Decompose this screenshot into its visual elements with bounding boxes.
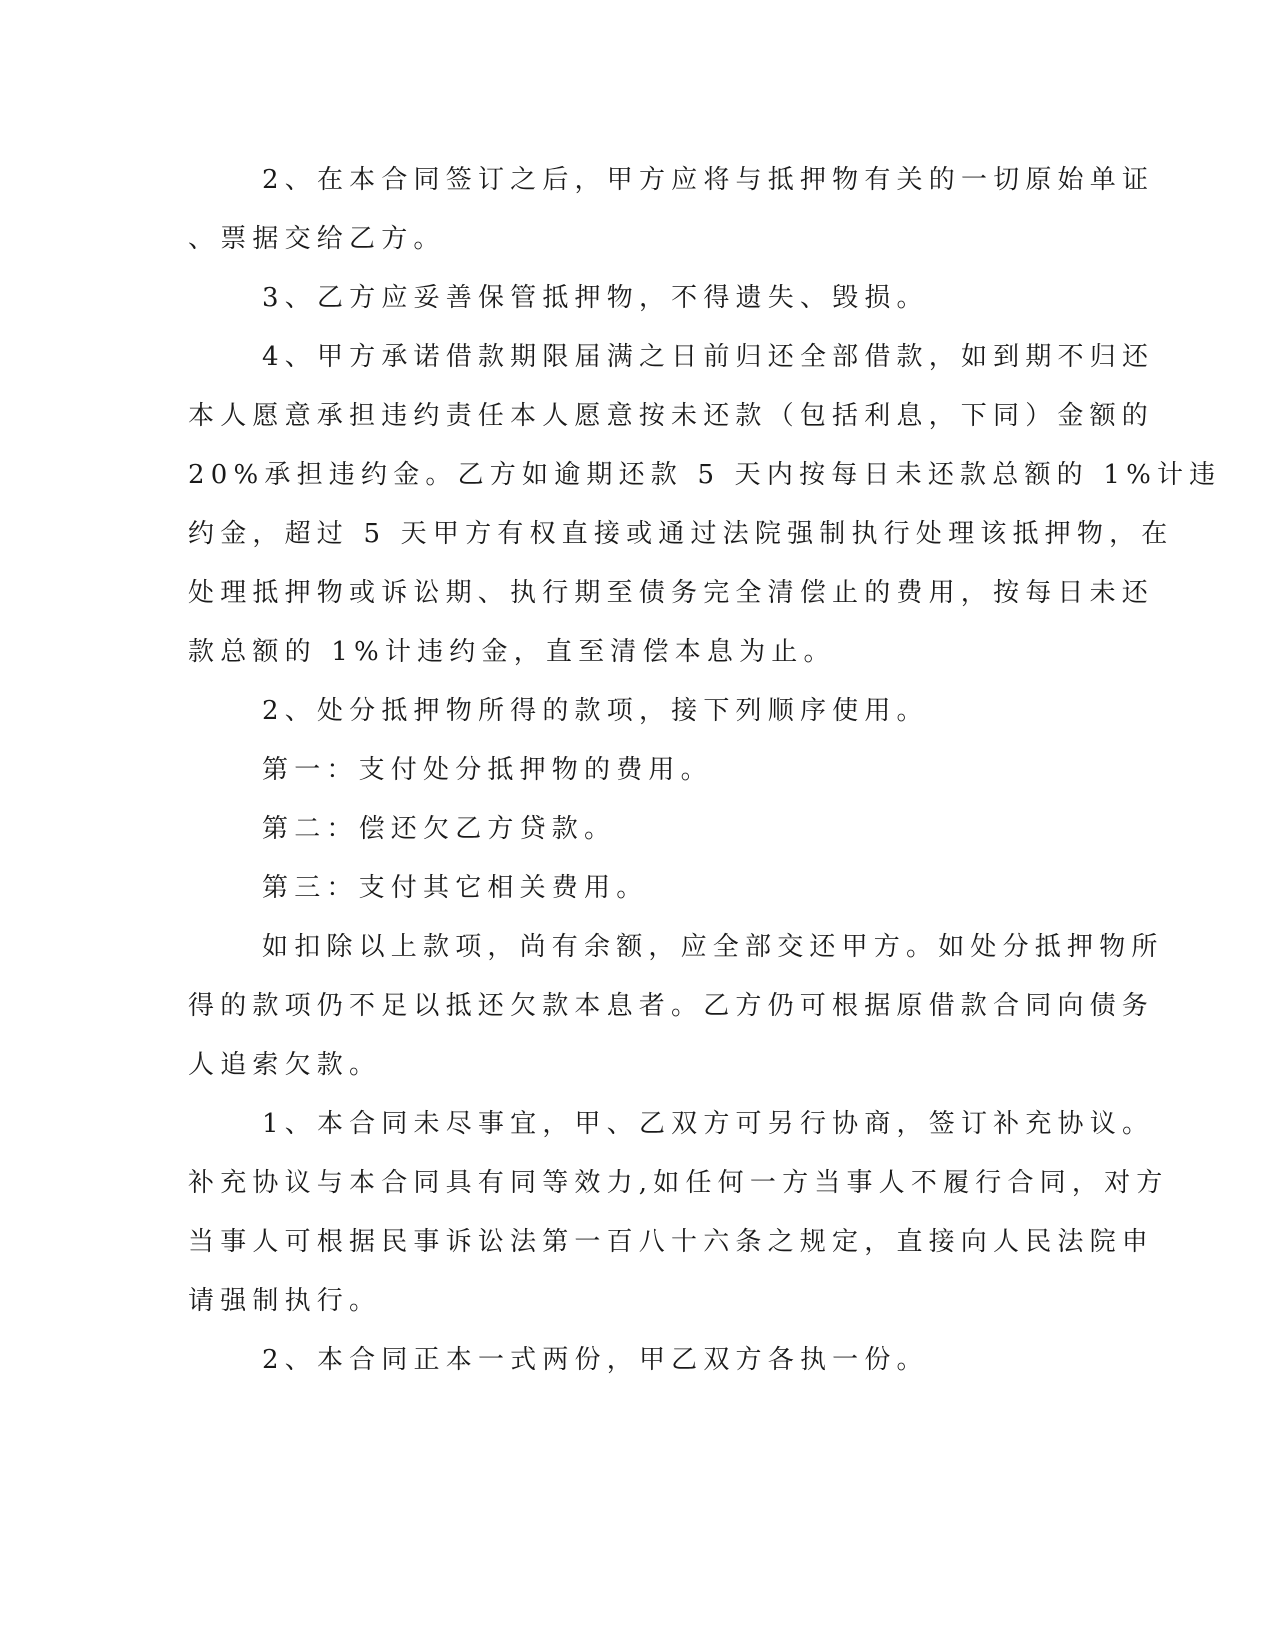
- text-line: 4、甲方承诺借款期限届满之日前归还全部借款，如到期不归还: [262, 342, 1155, 372]
- text-line: 约金，超过 5 天甲方有权直接或通过法院强制执行处理该抵押物，在: [188, 519, 1174, 549]
- text-line: 2、处分抵押物所得的款项，接下列顺序使用。: [262, 696, 929, 726]
- text-line: 第一：支付处分抵押物的费用。: [262, 755, 713, 785]
- text-line: 2、本合同正本一式两份，甲乙双方各执一份。: [262, 1345, 929, 1375]
- text-line: 得的款项仍不足以抵还欠款本息者。乙方仍可根据原借款合同向债务: [188, 991, 1155, 1021]
- text-line: 2、在本合同签订之后，甲方应将与抵押物有关的一切原始单证: [262, 165, 1155, 195]
- text-line: 人追索欠款。: [188, 1050, 382, 1080]
- text-line: 本人愿意承担违约责任本人愿意按未还款（包括利息，下同）金额的: [188, 401, 1155, 431]
- text-line: 1、本合同未尽事宜，甲、乙双方可另行协商，签订补充协议。: [262, 1109, 1155, 1139]
- text-line: 第三：支付其它相关费用。: [262, 873, 649, 903]
- text-line: 、票据交给乙方。: [188, 224, 446, 254]
- text-line: 补充协议与本合同具有同等效力,如任何一方当事人不履行合同，对方: [188, 1168, 1169, 1198]
- text-line: 20%承担违约金。乙方如逾期还款 5 天内按每日未还款总额的 1%计违: [188, 460, 1222, 490]
- text-line: 第二：偿还欠乙方贷款。: [262, 814, 617, 844]
- text-line: 当事人可根据民事诉讼法第一百八十六条之规定，直接向人民法院申: [188, 1227, 1155, 1257]
- text-line: 3、乙方应妥善保管抵押物，不得遗失、毁损。: [262, 283, 929, 313]
- text-line: 请强制执行。: [188, 1286, 382, 1316]
- text-line: 处理抵押物或诉讼期、执行期至债务完全清偿止的费用，按每日未还: [188, 578, 1155, 608]
- text-line: 款总额的 1%计违约金，直至清偿本息为止。: [188, 637, 836, 667]
- text-line: 如扣除以上款项，尚有余额，应全部交还甲方。如处分抵押物所: [262, 932, 1164, 962]
